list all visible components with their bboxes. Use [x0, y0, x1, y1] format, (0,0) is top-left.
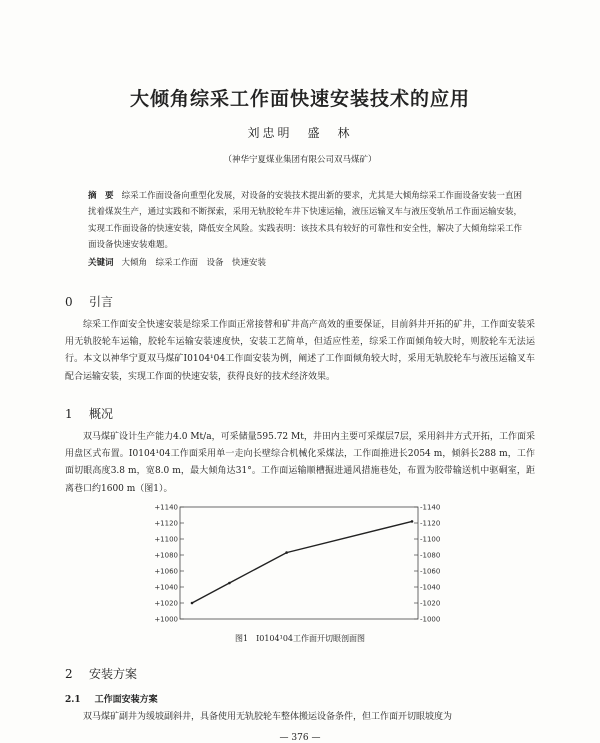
y-tick-label-right: -1060: [420, 567, 441, 576]
section-title: 概况: [89, 407, 114, 421]
figure-caption: 图1 Ⅰ0104¹04工作面开切眼剖面图: [235, 634, 365, 643]
abstract-label: 摘 要: [88, 191, 114, 201]
paper-title: 大倾角综采工作面快速安装技术的应用: [129, 88, 470, 110]
y-tick-label-right: -1000: [420, 615, 441, 624]
y-tick-label-right: -1100: [420, 535, 441, 544]
profile-line: [192, 521, 412, 603]
affiliation: （神华宁夏煤业集团有限公司双马煤矿）: [223, 155, 377, 165]
y-tick-label-left: +1080: [154, 551, 178, 560]
section-number: 2: [65, 667, 73, 681]
section-number: 1: [65, 407, 73, 421]
profile-point: [191, 602, 194, 605]
subsection-number: 2.1: [65, 695, 81, 705]
y-tick-label-left: +1060: [154, 567, 178, 576]
profile-chart: [150, 500, 450, 625]
subsection-title: 工作面安装方案: [94, 695, 158, 705]
y-tick-label-left: +1140: [154, 503, 178, 512]
y-tick-label-right: -1140: [420, 503, 441, 512]
y-tick-label-right: -1040: [420, 583, 441, 592]
section-title: 引言: [89, 295, 114, 309]
introduction-paragraph: [65, 317, 535, 386]
y-tick-label-left: +1040: [154, 583, 178, 592]
paragraph-text: 双马煤矿副井为缓坡副斜井，具备使用无轨胶轮车整体搬运设备条件，但工作面开切眼坡度为: [83, 712, 453, 722]
abstract: [88, 188, 522, 254]
page-number: — 376 —: [279, 733, 321, 743]
profile-point: [411, 520, 414, 523]
section-number: 0: [65, 295, 73, 309]
paragraph-text: 双马煤矿设计生产能力4.0 Mt/a，可采储量595.72 Mt，井田内主要可采煤层7层，采用斜井方式开拓，工作面采用盘区式布置。Ⅰ0104¹04工作面采用单一走向长壁综合机械化采煤法，工作面推进长2054 m，倾斜长288 m，工作面切眼高度3.8 m，宽8.0 m，最大倾角达31°。工作面运输顺槽掘进通风措施巷处，布置为胶带输送机中驱硐室，距离巷口约1600 m（图1）。: [65, 432, 535, 494]
keywords-label: 关键词: [88, 258, 114, 268]
profile-point: [285, 551, 288, 554]
section-heading-overview: [65, 405, 113, 422]
section-heading-introduction: [65, 293, 113, 310]
profile-point: [228, 582, 231, 585]
section-heading-installation-plan: [65, 665, 137, 682]
keywords: [88, 256, 522, 268]
keywords-text: 大倾角 综采工作面 设备 快速安装: [121, 258, 267, 268]
paragraph-text: 综采工作面安全快速安装是综采工作面正常接替和矿井高产高效的重要保证，目前斜井开拓的矿井，工作面安装采用无轨胶轮车运输，胶轮车运输安装速度快，安装工艺简单，但适应性差，综采工作面倾角较大时，则胶轮车无法运行。本文以神华宁夏双马煤矿Ⅰ0104¹04工作面安装为例，阐述了工作面倾角较大时，采用无轨胶轮车与液压运输叉车配合运输安装，实现工作面的快速安装，获得良好的技术经济效果。: [65, 320, 535, 382]
subsection-text: [65, 709, 540, 722]
y-tick-label-right: -1080: [420, 551, 441, 560]
y-tick-label-right: -1120: [420, 519, 441, 528]
y-tick-label-left: +1120: [154, 519, 178, 528]
y-tick-label-left: +1100: [154, 535, 178, 544]
subsection-heading: [65, 692, 158, 705]
y-tick-label-right: -1020: [420, 599, 441, 608]
plot-frame: [180, 507, 418, 619]
authors: 刘忠明 盛 林: [247, 126, 353, 140]
abstract-text: 综采工作面设备向重型化发展，对设备的安装技术提出新的要求，尤其是大倾角综采工作面设备安装一直困扰着煤炭生产，通过实践和不断探索，采用无轨胶轮车井下快速运输，液压运输叉车与液压变轨吊工作面运输安装，实现工作面设备的快速安装，降低安全风险。实践表明：该技术具有较好的可靠性和安全性，解决了大倾角综采工作面设备快速安装难题。: [88, 191, 522, 251]
y-tick-label-left: +1000: [154, 615, 178, 624]
overview-paragraph: [65, 429, 535, 498]
y-tick-label-left: +1020: [154, 599, 178, 608]
section-title: 安装方案: [89, 667, 138, 681]
